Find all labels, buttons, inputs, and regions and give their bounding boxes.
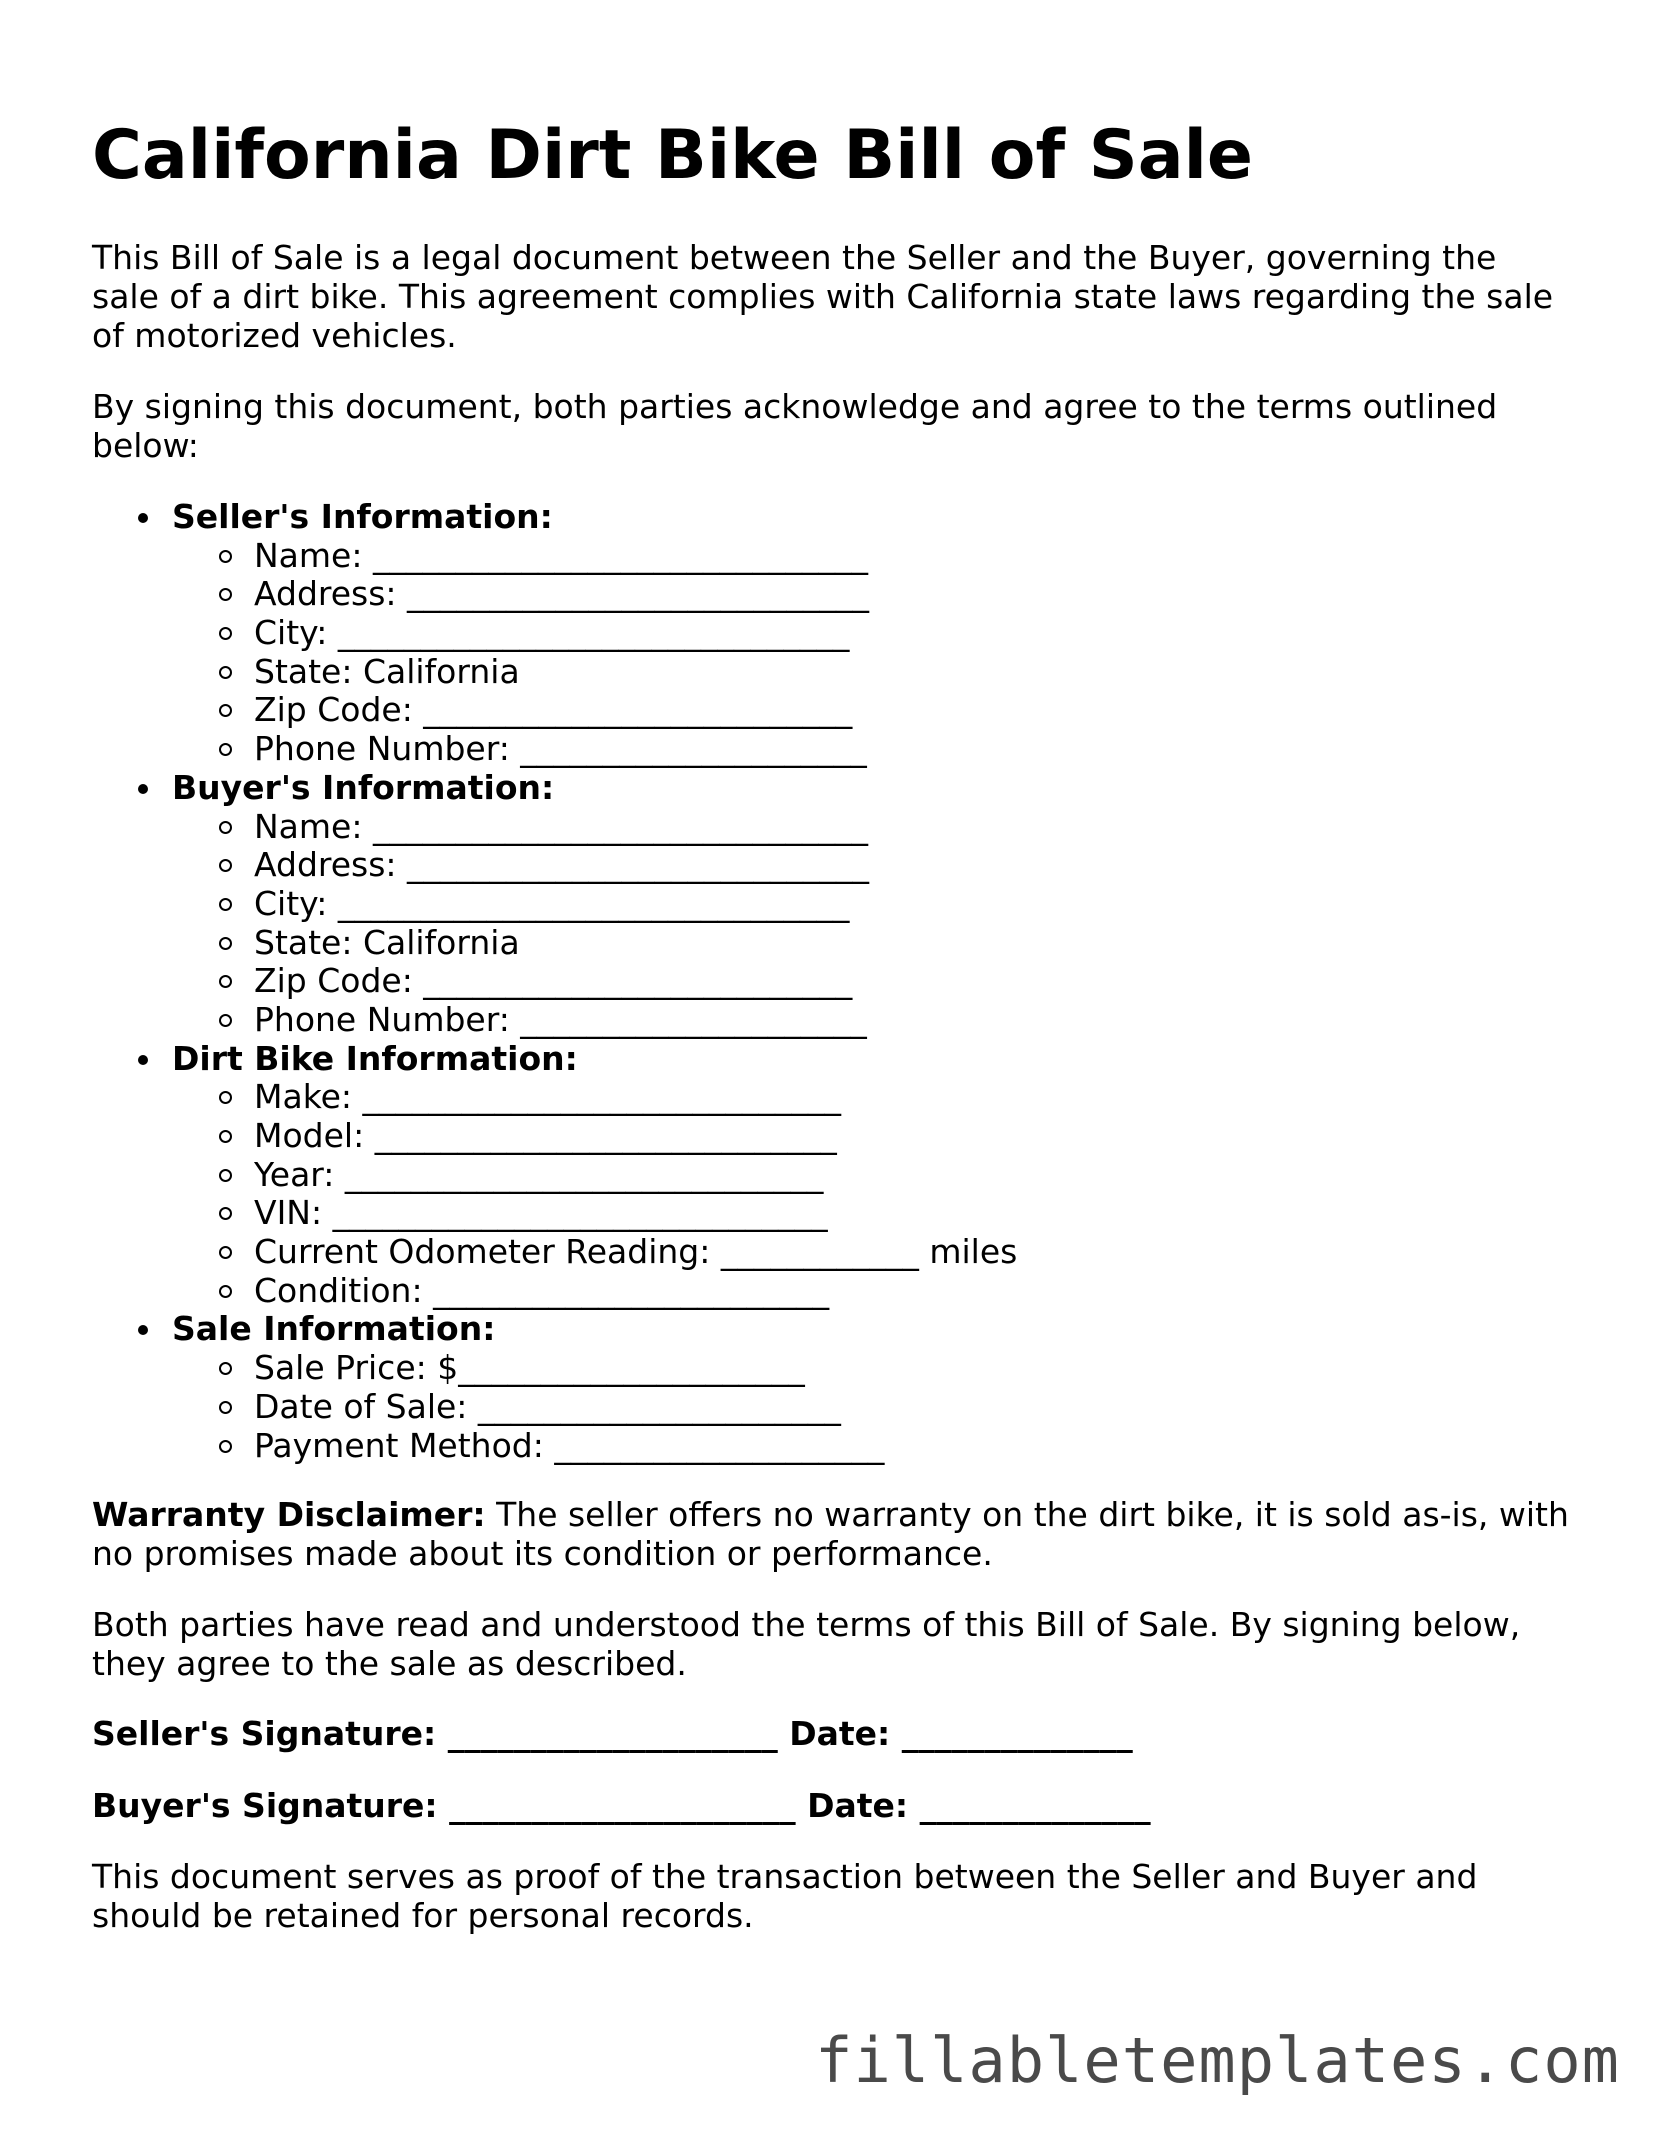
circle-bullet-icon — [219, 1362, 232, 1375]
bike-odometer-field[interactable]: Current Odometer Reading: ____________ miles — [92, 1233, 1572, 1272]
circle-bullet-icon — [219, 1401, 232, 1414]
bike-make-field[interactable]: Make: _____________________________ — [92, 1078, 1572, 1117]
seller-city-field[interactable]: City: _______________________________ — [92, 614, 1572, 653]
seller-signature-line[interactable]: Seller's Signature: ____________________ Date: ______________ — [92, 1714, 1133, 1753]
buyer-phone-field[interactable]: Phone Number: _____________________ — [92, 1001, 1572, 1040]
sale-date-field[interactable]: Date of Sale: ______________________ — [92, 1388, 1572, 1427]
buyer-city-field[interactable]: City: _______________________________ — [92, 885, 1572, 924]
circle-bullet-icon — [219, 821, 232, 834]
circle-bullet-icon — [219, 937, 232, 950]
agreement-paragraph: Both parties have read and understood the terms of this Bill of Sale. By signing below, they agree to the sale as described. — [92, 1605, 1521, 1683]
buyer-zip-field[interactable]: Zip Code: __________________________ — [92, 962, 1572, 1001]
circle-bullet-icon — [219, 1014, 232, 1027]
bike-model-field[interactable]: Model: ____________________________ — [92, 1117, 1572, 1156]
circle-bullet-icon — [219, 859, 232, 872]
closing-paragraph: This document serves as proof of the transaction between the Seller and Buyer and should be retained for personal records. — [92, 1857, 1478, 1935]
seller-name-field[interactable]: Name: ______________________________ — [92, 537, 1572, 576]
buyer-address-field[interactable]: Address: ____________________________ — [92, 846, 1572, 885]
circle-bullet-icon — [219, 743, 232, 756]
warranty-disclaimer — [92, 1495, 1572, 1573]
intro-paragraph: This Bill of Sale is a legal document between the Seller and the Buyer, governing the sale of a dirt bike. This agreement complies with California state laws regarding the sale of motorized vehicles. — [92, 238, 1554, 355]
acknowledgement-paragraph: By signing this document, both parties acknowledge and agree to the terms outlined below: — [92, 387, 1498, 465]
buyer-state-field: State: California — [92, 924, 1572, 963]
circle-bullet-icon — [219, 1285, 232, 1298]
seller-zip-field[interactable]: Zip Code: __________________________ — [92, 691, 1572, 730]
circle-bullet-icon — [219, 704, 232, 717]
watermark-text: fillabletemplates.com — [815, 2024, 1620, 2097]
seller-phone-field[interactable]: Phone Number: _____________________ — [92, 730, 1572, 769]
buyer-section-heading: Buyer's Information: — [92, 769, 1572, 808]
disc-bullet-icon — [138, 1325, 148, 1335]
sale-section-heading: Sale Information: — [92, 1310, 1572, 1349]
payment-method-field[interactable]: Payment Method: ____________________ — [92, 1427, 1572, 1466]
circle-bullet-icon — [219, 1091, 232, 1104]
warranty-text: The seller offers no warranty on the dirt bike, it is sold as-is, with no promises made about its condition or performance. — [92, 1495, 1569, 1573]
circle-bullet-icon — [219, 975, 232, 988]
circle-bullet-icon — [219, 627, 232, 640]
bike-vin-field[interactable]: VIN: ______________________________ — [92, 1194, 1572, 1233]
circle-bullet-icon — [219, 666, 232, 679]
buyer-name-field[interactable]: Name: ______________________________ — [92, 808, 1572, 847]
seller-address-field[interactable]: Address: ____________________________ — [92, 575, 1572, 614]
circle-bullet-icon — [219, 588, 232, 601]
document-title: California Dirt Bike Bill of Sale — [92, 116, 1254, 195]
disc-bullet-icon — [138, 1055, 148, 1065]
buyer-signature-line[interactable]: Buyer's Signature: _____________________ Date: ______________ — [92, 1786, 1151, 1825]
disc-bullet-icon — [138, 513, 148, 523]
circle-bullet-icon — [219, 1169, 232, 1182]
seller-state-field: State: California — [92, 653, 1572, 692]
information-list — [92, 498, 1572, 1465]
warranty-label: Warranty Disclaimer: — [92, 1495, 486, 1534]
circle-bullet-icon — [219, 1440, 232, 1453]
circle-bullet-icon — [219, 1130, 232, 1143]
bike-condition-field[interactable]: Condition: ________________________ — [92, 1272, 1572, 1311]
dirt-bike-section-heading: Dirt Bike Information: — [92, 1040, 1572, 1079]
sale-price-field[interactable]: Sale Price: $_____________________ — [92, 1349, 1572, 1388]
disc-bullet-icon — [138, 784, 148, 794]
circle-bullet-icon — [219, 1207, 232, 1220]
circle-bullet-icon — [219, 550, 232, 563]
seller-section-heading: Seller's Information: — [92, 498, 1572, 537]
bike-year-field[interactable]: Year: _____________________________ — [92, 1156, 1572, 1195]
circle-bullet-icon — [219, 1246, 232, 1259]
circle-bullet-icon — [219, 898, 232, 911]
